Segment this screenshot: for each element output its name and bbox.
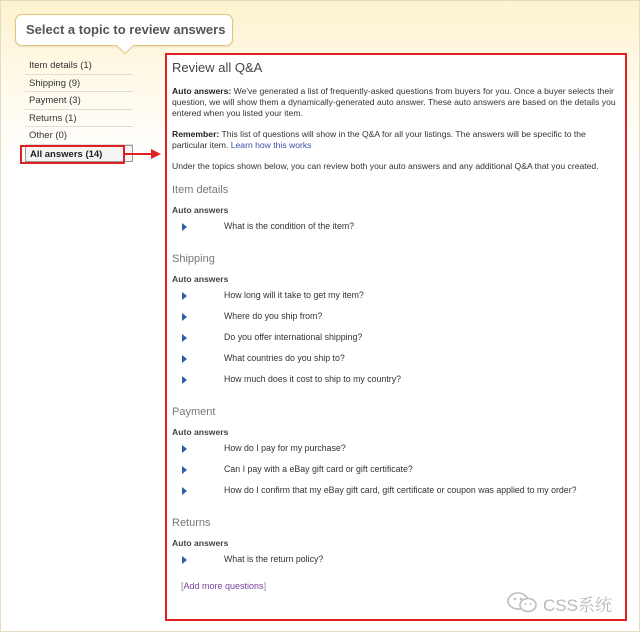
expand-triangle-icon[interactable] — [182, 556, 187, 564]
add-more-questions-link[interactable]: Add more questions — [183, 581, 264, 591]
watermark-text: CSS系统 — [543, 596, 612, 615]
question-text[interactable]: How do I confirm that my eBay gift card, gift certificate or coupon was applied to my order? — [224, 485, 577, 495]
annotation-arrow — [125, 153, 153, 155]
remember-label: Remember: — [172, 129, 220, 139]
annotation-arrow-head — [151, 149, 161, 159]
review-panel — [165, 53, 627, 621]
auto-answers-label: Auto answers: — [172, 86, 232, 96]
topic-header — [15, 14, 233, 46]
subtitle-auto-answers: Auto answers — [172, 205, 229, 215]
subtitle-auto-answers: Auto answers — [172, 427, 229, 437]
bracket-close: ] — [263, 581, 267, 591]
question-text[interactable]: What is the condition of the item? — [224, 221, 355, 231]
question-row[interactable] — [172, 331, 620, 352]
bracket-open: [ — [181, 581, 184, 591]
section-title-payment: Payment — [172, 406, 216, 418]
question-text[interactable]: Where do you ship from? — [224, 311, 323, 321]
topic-header-title: Select a topic to review answers — [26, 22, 226, 37]
question-row[interactable] — [172, 220, 620, 241]
question-text[interactable]: What countries do you ship to? — [224, 353, 345, 363]
question-row[interactable] — [172, 463, 620, 484]
remember-note — [172, 129, 620, 151]
subtitle-auto-answers: Auto answers — [172, 538, 229, 548]
question-row[interactable] — [172, 442, 620, 463]
question-text[interactable]: How much does it cost to ship to my country? — [224, 374, 401, 384]
question-row[interactable] — [172, 484, 620, 505]
subtitle-auto-answers: Auto answers — [172, 274, 229, 284]
auto-answers-intro — [172, 86, 620, 119]
expand-triangle-icon[interactable] — [182, 313, 187, 321]
learn-how-link[interactable]: Learn how this works — [230, 140, 312, 150]
question-text[interactable]: What is the return policy? — [224, 554, 324, 564]
question-row[interactable] — [172, 373, 620, 394]
remember-text: This list of questions will show in the Q&A for all your listings. The answers will be specific to the particular item. — [172, 129, 586, 150]
section-title-returns: Returns — [172, 517, 211, 529]
question-row[interactable] — [172, 352, 620, 373]
panel-title: Review all Q&A — [172, 60, 263, 75]
expand-triangle-icon[interactable] — [182, 466, 187, 474]
annotation-highlight-box — [20, 145, 125, 164]
expand-triangle-icon[interactable] — [182, 445, 187, 453]
question-text[interactable]: How do I pay for my purchase? — [224, 443, 346, 453]
callout-tail — [117, 38, 134, 55]
expand-triangle-icon[interactable] — [182, 376, 187, 384]
auto-answers-text: We've generated a list of frequently-asked questions from buyers for you. Once a buyer selects their question, we will show them a dynamically-generated auto answer. These auto answers are based on the details you entered when you listed your item. — [172, 86, 616, 118]
section-title-item-details: Item details — [172, 184, 229, 196]
sidebar-item-shipping[interactable]: Shipping (9) — [25, 75, 133, 93]
expand-triangle-icon[interactable] — [182, 334, 187, 342]
expand-triangle-icon[interactable] — [182, 355, 187, 363]
sidebar-item-returns[interactable]: Returns (1) — [25, 110, 133, 128]
sidebar-item-other[interactable]: Other (0) — [25, 127, 133, 145]
sidebar-item-payment[interactable]: Payment (3) — [25, 92, 133, 110]
sidebar-item-all-answers[interactable]: All answers (14) — [25, 145, 133, 163]
expand-triangle-icon[interactable] — [182, 292, 187, 300]
topics-text: Under the topics shown below, you can review both your auto answers and any additional Q&A that you created. — [172, 161, 599, 171]
wechat-icon — [505, 591, 539, 613]
question-row[interactable] — [172, 310, 620, 331]
expand-triangle-icon[interactable] — [182, 223, 187, 231]
question-text[interactable]: Do you offer international shipping? — [224, 332, 363, 342]
section-title-shipping: Shipping — [172, 253, 215, 265]
question-text[interactable]: Can I pay with a eBay gift card or gift certificate? — [224, 464, 413, 474]
sidebar-item-item-details[interactable]: Item details (1) — [25, 57, 133, 75]
question-text[interactable]: How long will it take to get my item? — [224, 290, 364, 300]
question-row[interactable] — [172, 289, 620, 310]
question-row[interactable] — [172, 553, 620, 574]
watermark — [505, 589, 633, 615]
expand-triangle-icon[interactable] — [182, 487, 187, 495]
